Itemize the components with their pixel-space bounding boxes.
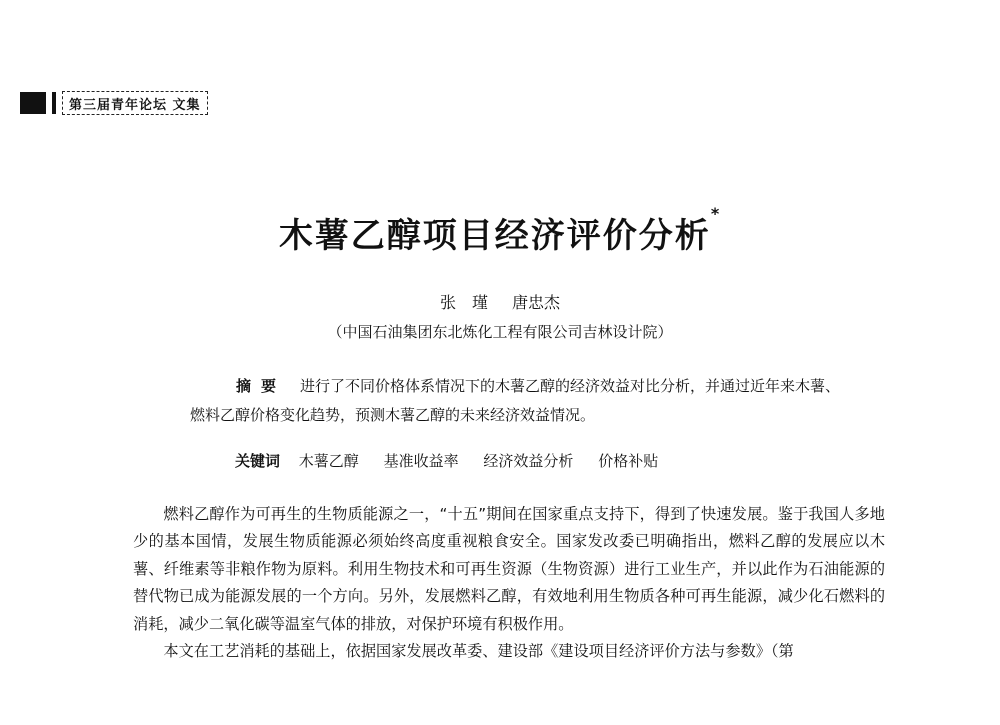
header-bar-mark [52,92,56,114]
keywords-label: 关键词 [235,452,281,470]
keyword: 木薯乙醇 [298,452,359,470]
keyword: 价格补贴 [598,452,659,470]
body-paragraph: 燃料乙醇作为可再生的生物质能源之一，“十五”期间在国家重点支持下，得到了快速发展。鉴于我国人多地少的基本国情，发展生物质能源必须始终高度重视粮食安全。国家发改委已明确指出，燃料乙醇的发展应以木薯、纤维素等非粮作物为原料。利用生物技术和可再生资源（生物资源）进行工业生产，并以此作为石油能源的替代物已成为能源发展的一个方向。另外，发展燃料乙醇，有效地利用生物质各种可再生能源，减少化石燃料的消耗，减少二氧化碳等温室气体的排放，对保护环境有积极作用。 [133,505,885,633]
series-label: 第三届青年论坛 文集 [62,91,208,115]
keyword: 经济效益分析 [483,452,574,470]
paper-title-text: 木薯乙醇项目经济评价分析 [278,216,711,256]
series-header [20,91,208,115]
author-line [0,290,1000,313]
paper-title [0,204,1000,257]
body-text [133,501,885,665]
abstract-text: 进行了不同价格体系情况下的木薯乙醇的经济效益对比分析，并通过近年来木薯、燃料乙醇价格变化趋势，预测木薯乙醇的未来经济效益情况。 [190,377,841,424]
affiliation: （中国石油集团东北炼化工程有限公司吉林设计院） [327,323,673,341]
title-footnote-mark: * [710,204,722,223]
author-name: 唐忠杰 [512,293,561,312]
keywords [235,450,678,471]
header-block-mark [20,92,46,114]
abstract [190,372,850,430]
body-paragraph: 本文在工艺消耗的基础上，依据国家发展改革委、建设部《建设项目经济评价方法与参数》（第 [163,642,794,661]
keyword: 基准收益率 [383,452,459,470]
abstract-label: 摘要 [236,377,287,395]
author-name: 张 瑾 [439,293,488,312]
